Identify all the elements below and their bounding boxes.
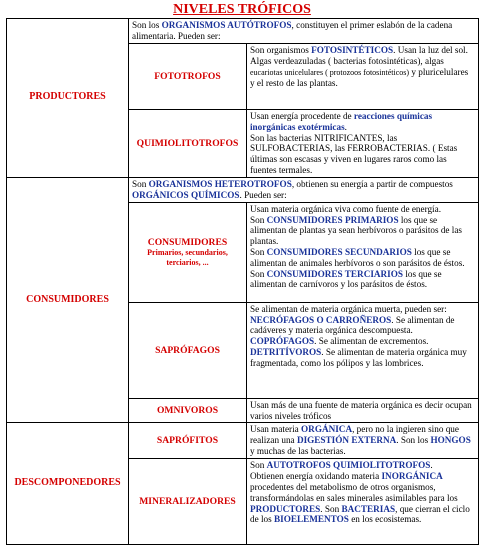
category-descomponedores: DESCOMPONEDORES [7,423,129,545]
fototrofos-description: Son organismos FOTOSINTÉTICOS. Usan la luz del sol. Algas verdeazuladas ( bacterias fotosintéticas), algas eucariotas unicelulares ( protozoos fotosintéticos) y pluricelulares y el resto de las plantas. [247,44,479,110]
subcategory-consumidores: CONSUMIDORES Primarios, secundarios, terciarios, ... [129,202,247,302]
productores-intro: Son los ORGANISMOS AUTÓTROFOS, constituyen el primer eslabón de la cadena alimentaria. Pueden ser: [129,19,479,44]
category-consumidores: CONSUMIDORES [7,177,129,423]
subcategory-omnivoros: OMNIVOROS [129,398,247,423]
consumidores-sublabel: Primarios, secundarios, terciarios, ... [147,248,228,267]
page-title: NIVELES TRÓFICOS [173,2,311,17]
table-row [7,19,479,44]
trophic-levels-table [6,18,479,545]
saprofagos-description: Se alimentan de materia orgánica muerta, pueden ser: NECRÓFAGOS O CARROÑEROS. Se alimentan de cadáveres y materia orgánica descompuesta. COPRÓFAGOS. Se alimentan de excrementos. DETRITÍVOROS. Se alimentan de materia orgánica muy fragmentada, como los pólipos y las lombrices. [247,302,479,398]
consumidores-description: Usan materia orgánica viva como fuente de energía. Son CONSUMIDORES PRIMARIOS los que se alimentan de plantas ya sean herbívoros o parásitos de las plantas. Son CONSUMIDORES SECUNDARIOS los que se alimentan de animales herbívoros o son parásitos de éstos. Son CONSUMIDORES TERCIARIOS los que se alimentan de carnívoros y los parásitos de éstos. [247,202,479,302]
mineralizadores-description: Son AUTOTROFOS QUIMIOLITOTROFOS. Obtienen energía oxidando materia INORGÁNICA procedentes del metabolismo de otros organismos, transformándolas en sales minerales asimilables para los PRODUCTORES. Son BACTERIAS, que cierran el ciclo de los BIOELEMENTOS en los ecosistemas. [247,459,479,545]
category-productores: PRODUCTORES [7,19,129,178]
subcategory-saprofitos: SAPRÓFITOS [129,423,247,459]
omnivoros-description: Usan más de una fuente de materia orgánica es decir ocupan varios niveles tróficos [247,398,479,423]
subcategory-fototrofos: FOTOTROFOS [129,44,247,110]
table-row [7,177,479,202]
subcategory-quimiolitotrofos: QUIMIOLITOTROFOS [129,110,247,178]
table-row [7,423,479,459]
subcategory-mineralizadores: MINERALIZADORES [129,459,247,545]
subcategory-saprofagos: SAPRÓFAGOS [129,302,247,398]
quimiolitotrofos-description: Usan energía procedente de reacciones químicas inorgánicas exotérmicas. Son las bacterias NITRIFICANTES, las SULFOBACTERIAS, las FERROBACTERIAS. ( Estas últimas son escasas y viven en lugares raros como las fuentes termales. [247,110,479,178]
saprofitos-description: Usan materia ORGÁNICA, pero no la ingieren sino que realizan una DIGESTIÓN EXTERNA. Son los HONGOS y muchas de las bacterias. [247,423,479,459]
consumidores-intro: Son ORGANISMOS HETEROTROFOS, obtienen su energía a partir de compuestos ORGÁNICOS QUÍMICOS. Pueden ser: [129,177,479,202]
